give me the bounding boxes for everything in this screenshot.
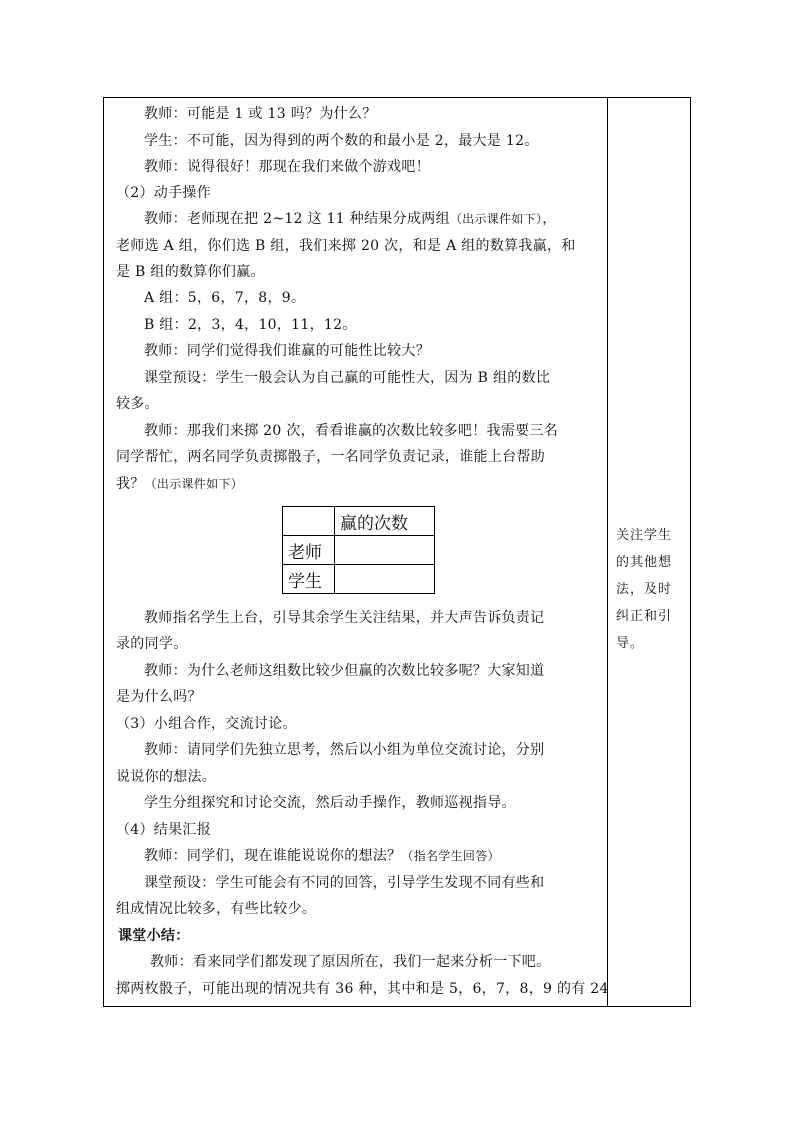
table-header-cell: 赢的次数	[335, 507, 435, 536]
section-heading: （2）动手操作	[116, 185, 212, 201]
text-line: 是为什么吗？	[116, 689, 202, 705]
text-line: 教师：同学们，现在谁能说说你的想法？（指名学生回答）	[144, 848, 500, 864]
side-note-line: 纠正和引	[616, 609, 673, 624]
win-count-table	[282, 506, 435, 594]
text-line: 教师：请同学们先独立思考，然后以小组为单位交流讨论，分别	[144, 742, 545, 758]
summary-heading: 课堂小结：	[118, 928, 190, 944]
text-line: 我？（出示课件如下）	[116, 476, 244, 492]
side-note-line: 的其他想	[616, 555, 673, 570]
text-line: 教师：看来同学们都发现了原因所在，我们一起来分析一下吧。	[150, 954, 551, 970]
text-line: 说说你的想法。	[116, 769, 217, 785]
text-line: 较多。	[116, 396, 159, 412]
text-line: 组成情况比较多，有些比较少。	[116, 901, 317, 917]
section-heading: （4）结果汇报	[116, 822, 212, 838]
text-line: 同学帮忙，两名同学负责掷骰子，一名同学负责记录，谁能上台帮助	[116, 449, 545, 465]
table-row-label: 老师	[283, 536, 335, 565]
main-content-cell	[104, 98, 607, 1006]
side-note-line: 导。	[616, 636, 645, 651]
table-cell	[283, 507, 335, 536]
text-line: A 组：5，6，7，8，9。	[144, 290, 306, 306]
table-row	[283, 536, 435, 565]
text-line: 学生分组探究和讨论交流，然后动手操作，教师巡视指导。	[144, 795, 516, 811]
text-line: 教师：那我们来掷 20 次，看看谁赢的次数比较多吧！我需要三名	[144, 423, 559, 439]
text-line: 掷两枚骰子，可能出现的情况共有 36 种，其中和是 5，6，7，8，9 的有 24	[116, 981, 609, 997]
text-line: 录的同学。	[116, 636, 188, 652]
table-cell	[335, 536, 435, 565]
text-line: 课堂预设：学生可能会有不同的回答，引导学生发现不同有些和	[144, 875, 545, 891]
text-line: 教师指名学生上台，引导其余学生关注结果，并大声告诉负责记	[144, 610, 545, 626]
text-line: 教师：同学们觉得我们谁赢的可能性比较大？	[144, 343, 430, 359]
text-line: 教师：说得很好！那现在我们来做个游戏吧！	[144, 159, 430, 175]
side-note-line: 关注学生	[616, 528, 673, 543]
text-line: 教师：可能是 1 或 13 吗？为什么？	[144, 106, 377, 122]
lesson-plan-table	[103, 97, 691, 1007]
text-line: 是 B 组的数算你们赢。	[116, 264, 265, 280]
table-cell	[335, 565, 435, 594]
table-row-label: 学生	[283, 565, 335, 594]
table-row	[283, 507, 435, 536]
text-line: 学生：不可能，因为得到的两个数的和最小是 2，最大是 12。	[144, 133, 539, 149]
table-row	[283, 565, 435, 594]
text-line: 教师：为什么老师这组数比较少但赢的次数比较多呢？大家知道	[144, 663, 545, 679]
notes-cell	[608, 98, 690, 1006]
section-heading: （3）小组合作，交流讨论。	[116, 716, 297, 732]
text-line: B 组：2，3，4，10，11，12。	[144, 317, 357, 333]
text-line: 教师：老师现在把 2~12 这 11 种结果分成两组（出示课件如下），	[144, 211, 557, 227]
side-note-line: 法，及时	[616, 582, 673, 597]
text-line: 课堂预设：学生一般会认为自己赢的可能性大，因为 B 组的数比	[144, 370, 551, 386]
text-line: 老师选 A 组，你们选 B 组，我们来掷 20 次，和是 A 组的数算我赢，和	[116, 238, 576, 254]
